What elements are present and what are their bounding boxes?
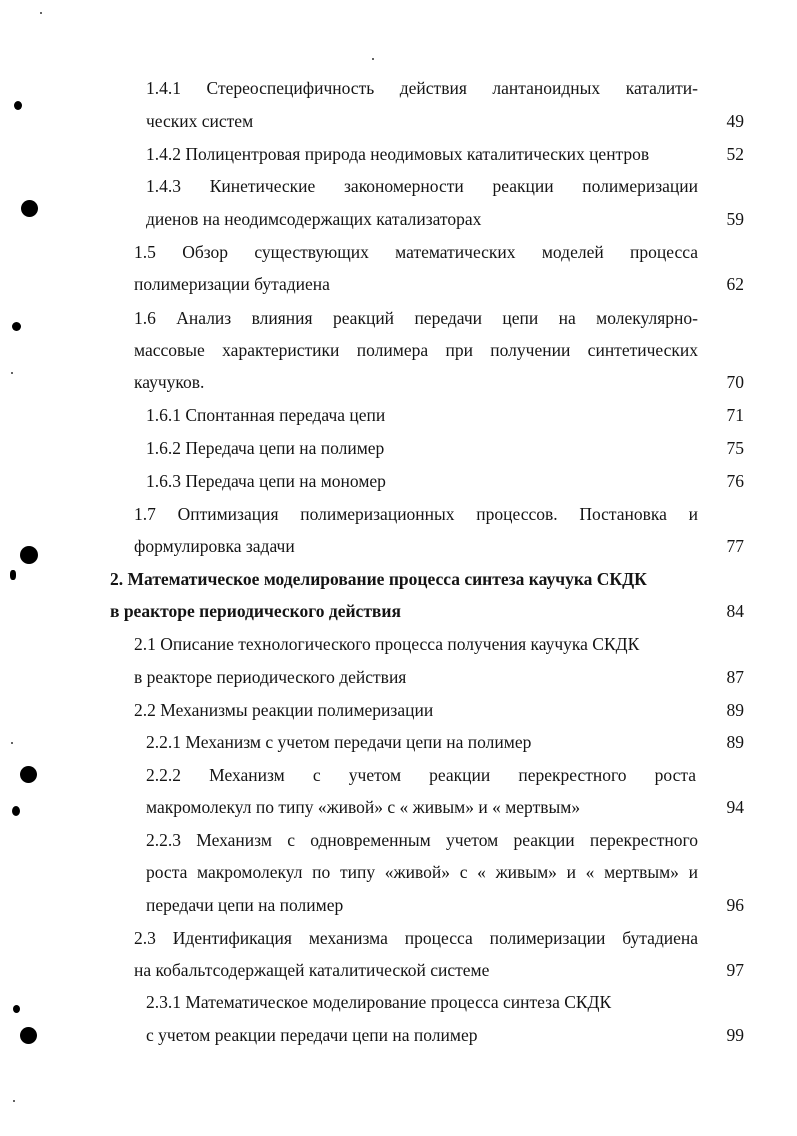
toc-entry-line: 1.6 Анализ влияния реакций передачи цепи на молекулярно- <box>134 308 698 328</box>
toc-entry-line: диенов на неодимсодержащих катализаторах <box>146 209 482 229</box>
toc-entry-line: 1.4.2 Полицентровая природа неодимовых каталитических центров <box>146 144 650 164</box>
toc-page-number: 99 <box>726 1025 744 1045</box>
toc-entry-line: в реакторе периодического действия <box>134 667 407 687</box>
toc-entry-line: 1.6.1 Спонтанная передача цепи <box>146 405 386 425</box>
toc-page-number: 52 <box>726 144 744 164</box>
toc-entry-line: формулировка задачи <box>134 536 295 556</box>
toc-entry-line: 1.6.3 Передача цепи на мономер <box>146 471 386 491</box>
toc-entry-line: 2.3 Идентификация механизма процесса полимеризации бутадиена <box>134 928 698 948</box>
toc-page-number: 77 <box>726 536 744 556</box>
toc-entry-line: передачи цепи на полимер <box>146 895 344 915</box>
toc-entry-line: 1.5 Обзор существующих математических моделей процесса <box>134 242 698 262</box>
toc-entry-line: 2.3.1 Математическое моделирование процесса синтеза СКДК <box>146 992 612 1012</box>
toc-page-number: 87 <box>726 667 744 687</box>
toc-entry-line: массовые характеристики полимера при получении синтетических <box>134 340 698 360</box>
toc-entry-line: 1.4.3 Кинетические закономерности реакции полимеризации <box>146 176 698 196</box>
toc-page-number: 71 <box>726 405 744 425</box>
toc-entry-line: 2.2.3 Механизм с одновременным учетом реакции перекрестного <box>146 830 698 850</box>
scan-speck <box>11 372 13 374</box>
binder-hole-mark <box>20 766 37 783</box>
toc-page-number: 76 <box>726 471 744 491</box>
binder-hole-mark <box>12 322 21 331</box>
binder-hole-mark <box>21 200 38 217</box>
toc-chapter-heading: 2. Математическое моделирование процесса синтеза каучука СКДК <box>110 569 647 589</box>
toc-entry-line: на кобальтсодержащей каталитической системе <box>134 960 490 980</box>
toc-page-number: 62 <box>726 274 744 294</box>
toc-entry-line: каучуков. <box>134 372 205 392</box>
toc-page-number: 97 <box>726 960 744 980</box>
toc-entry-line: 2.1 Описание технологического процесса получения каучука СКДК <box>134 634 640 654</box>
toc-page-number: 96 <box>726 895 744 915</box>
scan-speck <box>40 12 42 14</box>
toc-page-number: 70 <box>726 372 744 392</box>
toc-page-number: 94 <box>726 797 744 817</box>
toc-entry-line: 1.4.1 Стереоспецифичность действия лантаноидных каталити- <box>146 78 698 98</box>
binder-hole-mark <box>20 1027 37 1044</box>
binder-hole-mark <box>12 806 20 816</box>
toc-entry-line: с учетом реакции передачи цепи на полимер <box>146 1025 478 1045</box>
toc-page-number: 89 <box>726 700 744 720</box>
toc-entry-line: макромолекул по типу «живой» с « живым» и « мертвым» <box>146 797 581 817</box>
binder-hole-mark <box>20 546 38 564</box>
toc-page-number: 49 <box>726 111 744 131</box>
toc-page-number: 89 <box>726 732 744 752</box>
toc-entry-line: 1.6.2 Передача цепи на полимер <box>146 438 385 458</box>
toc-page-number: 84 <box>726 601 744 621</box>
toc-entry-line: полимеризации бутадиена <box>134 274 330 294</box>
toc-entry-line: ческих систем <box>146 111 254 131</box>
scan-speck <box>13 1100 15 1102</box>
binder-hole-mark <box>10 570 16 580</box>
toc-entry-line: 2.2 Механизмы реакции полимеризации <box>134 700 434 720</box>
toc-entry-line: 2.2.1 Механизм с учетом передачи цепи на полимер <box>146 732 532 752</box>
toc-entry-line: 2.2.2 Механизм с учетом реакции перекрестного роста <box>146 765 696 785</box>
toc-page-number: 75 <box>726 438 744 458</box>
scan-speck <box>372 58 374 60</box>
toc-chapter-heading: в реакторе периодического действия <box>110 601 401 621</box>
scan-speck <box>11 742 13 744</box>
toc-page-number: 59 <box>726 209 744 229</box>
binder-hole-mark <box>14 101 22 110</box>
toc-entry-line: роста макромолекул по типу «живой» с « живым» и « мертвым» и <box>146 862 698 882</box>
toc-entry-line: 1.7 Оптимизация полимеризационных процессов. Постановка и <box>134 504 698 524</box>
binder-hole-mark <box>13 1005 20 1013</box>
